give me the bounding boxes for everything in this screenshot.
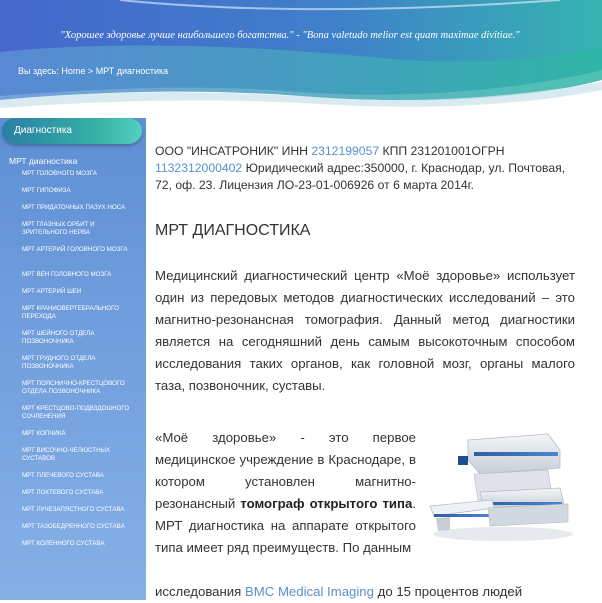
sidebar-item[interactable]: МРТ ПРИДАТОЧНЫХ ПАЗУХ НОСА xyxy=(22,204,126,211)
sidebar-item[interactable]: МРТ ВЕН ГОЛОВНОГО МОЗГА xyxy=(22,271,112,278)
sidebar-menu xyxy=(0,170,146,557)
sidebar-item[interactable]: МРТ АРТЕРИЙ ШЕИ xyxy=(22,288,82,295)
sidebar-item[interactable]: МРТ ГЛАЗНЫХ ОРБИТ И ЗРИТЕЛЬНОГО НЕРВА xyxy=(22,221,95,236)
sidebar xyxy=(0,118,146,600)
sidebar-item[interactable]: МРТ ВИСОЧНО-ЧЕЛЮСТНЫХ СУСТАВОВ xyxy=(22,447,111,462)
breadcrumb-home-link[interactable]: Home xyxy=(61,66,86,76)
company-info-text-2: КПП 231201001ОГРН xyxy=(379,144,505,158)
open-mri-paragraph xyxy=(155,427,416,559)
open-mri-text-2: . МРТ диагностика на аппарате открытого типа имеет ряд преимуществ. По данным xyxy=(155,496,416,555)
page-header xyxy=(0,0,602,110)
header-wave-background xyxy=(0,0,602,110)
open-mri-text: «Моё здоровье» - это первое медицинское учреждение в Краснодаре, в котором установлен магнитно-резонансный xyxy=(155,430,416,511)
research-text-2: до 15 процентов людей xyxy=(373,584,523,599)
inn-link[interactable]: 2312199057 xyxy=(311,144,380,158)
company-info-text: ООО "ИНСАТРОНИК" ИНН xyxy=(155,144,312,158)
sidebar-item[interactable]: МРТ АРТЕРИЙ ГОЛОВНОГО МОЗГА xyxy=(22,246,128,253)
page-title: МРТ ДИАГНОСТИКА xyxy=(155,222,311,239)
sidebar-item[interactable]: МРТ ГОЛОВНОГО МОЗГА xyxy=(22,170,97,177)
intro-paragraph: Медицинский диагностический центр «Моё здоровье» использует один из передовых методов диагностических исследований – это магнитно-резонансная томография. Данный метод диагностики является на сегодняшний день самым высокоточным способом исследования таких органов, как головной мозг, органы малого таза, позвоночник, суставы. xyxy=(155,268,575,393)
sidebar-item[interactable]: МРТ КОПЧИКА xyxy=(22,430,66,437)
sidebar-item[interactable]: МРТ ГРУДНОГО ОТДЕЛА ПОЗВОНОЧНИКА xyxy=(22,355,96,370)
research-text: исследования xyxy=(155,584,245,599)
breadcrumb xyxy=(18,66,168,76)
breadcrumb-prefix: Вы здесь: xyxy=(18,66,59,76)
sidebar-item[interactable]: МРТ ЛОКТЕВОГО СУСТАВА xyxy=(22,489,104,496)
header-quote: "Хорошее здоровье лучше наибольшего богатства." - "Bona valetudo melior est quam maximae divitiae." xyxy=(60,30,520,41)
company-address-text: Юридический адрес:350000, г. Краснодар, ул. Почтовая, 72, оф. 23. Лицензия ЛО-23-01-006926 от 6 марта 2014г. xyxy=(155,161,566,192)
sidebar-item[interactable]: МРТ ГИПОФИЗА xyxy=(22,187,71,194)
sidebar-item[interactable]: МРТ ПОЯСНИЧНО-КРЕСТЦОВОГО ОТДЕЛА ПОЗВОНОЧНИКА xyxy=(22,380,125,395)
sidebar-item[interactable]: МРТ КРАНИОВЕРТЕБРАЛЬНОГО ПЕРЕХОДА xyxy=(22,305,119,320)
open-mri-bold: томограф открытого типа xyxy=(240,496,413,511)
sidebar-item[interactable]: МРТ ЛУЧЕЗАПЯСТНОГО СУСТАВА xyxy=(22,506,125,513)
sidebar-title-label: Диагностика xyxy=(14,125,72,136)
company-info xyxy=(155,143,575,194)
sidebar-title[interactable] xyxy=(2,118,142,144)
mri-scanner-image xyxy=(428,430,574,542)
sidebar-item[interactable]: МРТ ТАЗОБЕДРЕННОГО СУСТАВА xyxy=(22,523,125,530)
sidebar-item[interactable]: МРТ КРЕСТЦОВО-ПОДВЗДОШНОГО СОЧЛЕНЕНИЯ xyxy=(22,405,130,420)
sidebar-section-link[interactable]: МРТ диагностика xyxy=(9,156,78,166)
ogrn-link[interactable]: 1132312000402 xyxy=(155,161,243,175)
sidebar-item[interactable]: МРТ ПЛЕЧЕВОГО СУСТАВА xyxy=(22,472,104,479)
sidebar-item[interactable]: МРТ ШЕЙНОГО ОТДЕЛА ПОЗВОНОЧНИКА xyxy=(22,330,95,345)
bmc-medical-imaging-link[interactable]: BMC Medical Imaging xyxy=(244,584,374,599)
breadcrumb-current: МРТ диагностика xyxy=(95,66,169,76)
sidebar-item[interactable]: МРТ КОЛЕННОГО СУСТАВА xyxy=(22,540,105,547)
breadcrumb-separator: > xyxy=(87,66,94,76)
